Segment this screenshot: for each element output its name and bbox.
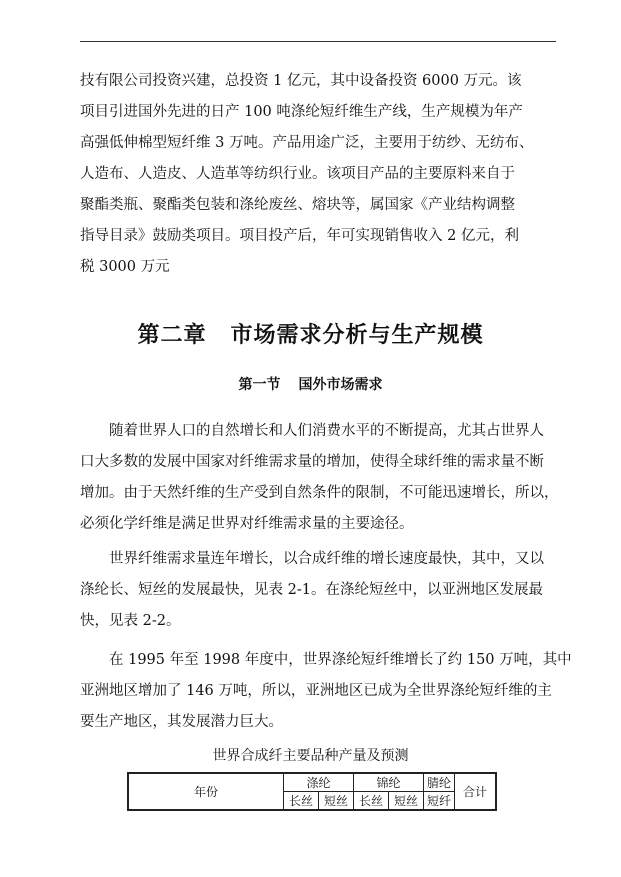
chapter-title: 市场需求分析与生产规模: [230, 322, 484, 348]
table-header-row: [128, 773, 496, 792]
header-acrylic-staple: 短纤: [424, 792, 455, 811]
text-line: 快，见表 2-2。: [80, 613, 181, 629]
text-line: 高强低伸棉型短纤维 3 万吨。产品用途广泛，主要用于纺纱、无纺布、: [80, 135, 534, 151]
text-line: 增加。由于天然纤维的生产受到自然条件的限制，不可能迅速增长，所以，: [80, 485, 559, 501]
paragraph-demand-growth: [80, 544, 560, 637]
paragraph-population: [80, 416, 560, 540]
section-number: 第一节: [238, 377, 281, 393]
section-heading: [0, 374, 621, 394]
paragraph-asia: [80, 645, 572, 738]
text-line: 亚洲地区增加了 146 万吨，所以，亚洲地区已成为全世界涤纶短纤维的主: [80, 683, 552, 699]
text-line: 必须化学纤维是满足世界对纤维需求量的主要途径。: [80, 516, 414, 532]
text-line: 口大多数的发展中国家对纤维需求量的增加，使得全球纤维的需求量不断: [80, 454, 544, 470]
chapter-heading: [0, 318, 621, 349]
header-nylon-filament: 长丝: [354, 792, 389, 811]
text-line: 技有限公司投资兴建，总投资 1 亿元，其中设备投资 6000 万元。该: [80, 73, 522, 89]
text-line: 项目引进国外先进的日产 100 吨涤纶短纤维生产线，生产规模为年产: [80, 104, 523, 120]
header-polyester-staple: 短丝: [319, 792, 354, 811]
header-total: 合计: [455, 773, 497, 810]
header-rule: [80, 41, 556, 42]
header-nylon: 锦纶: [354, 773, 424, 792]
text-line: 世界纤维需求量连年增长，以合成纤维的增长速度最快，其中，又以: [109, 551, 544, 567]
fiber-production-table: [127, 772, 497, 811]
header-polyester: 涤纶: [284, 773, 354, 792]
header-acrylic: 腈纶: [424, 773, 455, 792]
header-year: 年份: [128, 773, 284, 810]
text-line: 指导目录》鼓励类项目。项目投产后，年可实现销售收入 2 亿元，利: [80, 228, 519, 244]
text-line: 要生产地区，其发展潜力巨大。: [80, 714, 283, 730]
section-title: 国外市场需求: [298, 377, 383, 393]
header-nylon-staple: 短丝: [389, 792, 424, 811]
text-line: 税 3000 万元: [80, 259, 170, 275]
intro-paragraph: [80, 66, 560, 283]
text-line: 聚酯类瓶、聚酯类包装和涤纶废丝、熔块等，属国家《产业结构调整: [80, 197, 515, 213]
text-line: 人造布、人造皮、人造革等纺织行业。该项目产品的主要原料来自于: [80, 166, 515, 182]
text-line: 涤纶长、短丝的发展最快，见表 2-1。在涤纶短丝中，以亚洲地区发展最: [80, 582, 543, 598]
table-caption: 世界合成纤主要品种产量及预测: [212, 748, 409, 764]
text-line: 随着世界人口的自然增长和人们消费水平的不断提高，尤其占世界人: [109, 423, 544, 439]
chapter-number: 第二章: [137, 322, 207, 348]
header-polyester-filament: 长丝: [284, 792, 319, 811]
text-line: 在 1995 年至 1998 年度中，世界涤纶短纤维增长了约 150 万吨，其中: [109, 652, 572, 668]
